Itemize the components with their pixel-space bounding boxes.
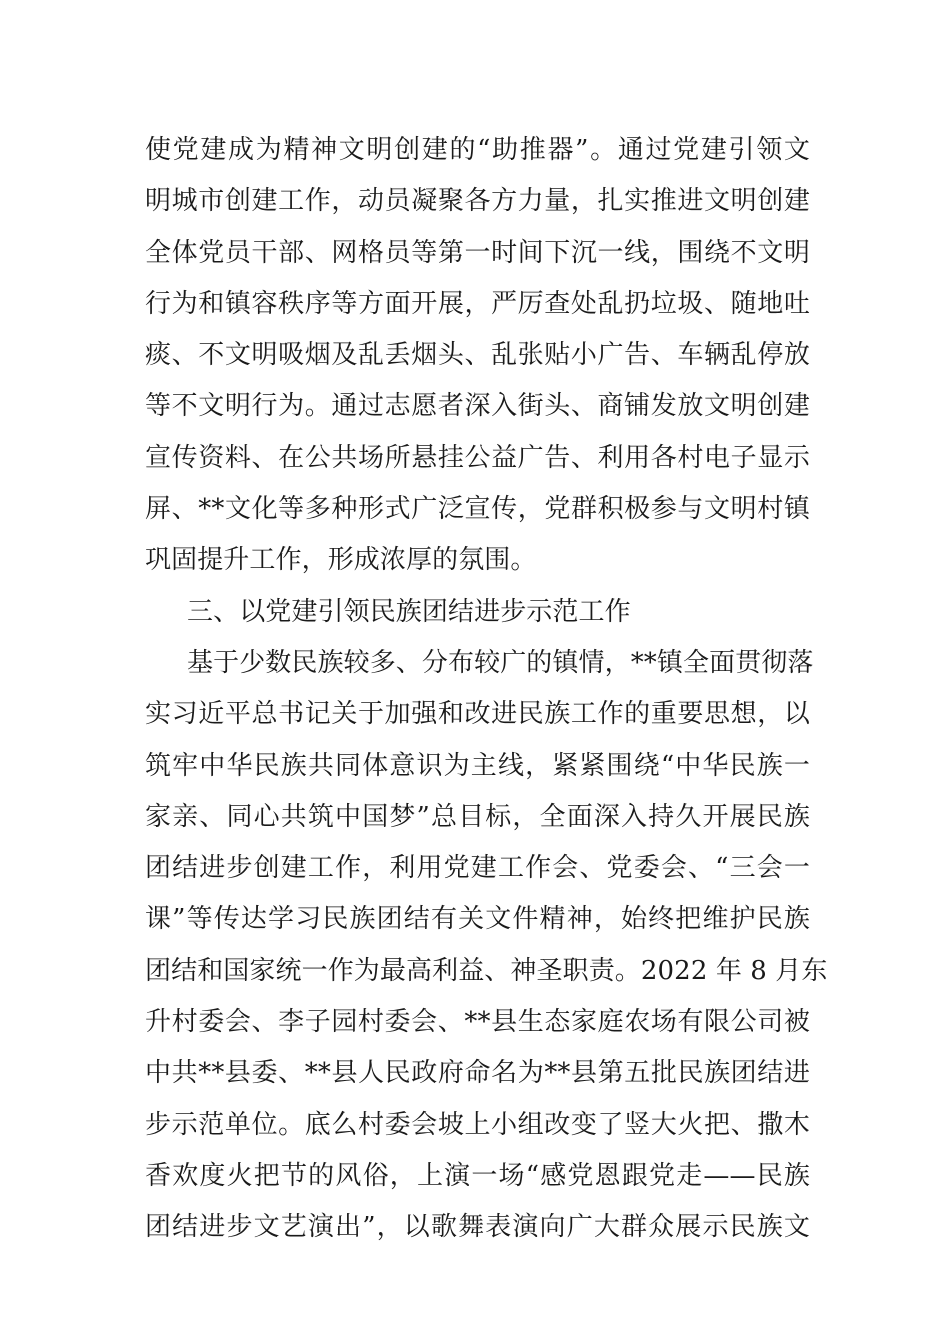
text-line: 巩固提升工作，形成浓厚的氛围。 bbox=[145, 545, 537, 576]
document-body bbox=[145, 125, 828, 1254]
text-line: 全体党员干部、网格员等第一时间下沉一线，围绕不文明 bbox=[145, 237, 810, 268]
text-line: 课”等传达学习民族团结有关文件精神，始终把维护民族 bbox=[145, 904, 810, 935]
text-line: 使党建成为精神文明创建的“助推器”。通过党建引领文 bbox=[145, 135, 810, 165]
text-line: 筑牢中华民族共同体意识为主线，紧紧围绕“中华民族一 bbox=[145, 750, 810, 781]
text-line: 行为和镇容秩序等方面开展，严厉查处乱扔垃圾、随地吐 bbox=[145, 288, 810, 319]
text-line: 实习近平总书记关于加强和改进民族工作的重要思想，以 bbox=[145, 699, 810, 730]
text-line: 团结进步文艺演出”，以歌舞表演向广大群众展示民族文 bbox=[145, 1212, 810, 1243]
text-line: 升村委会、李子园村委会、**县生态家庭农场有限公司被 bbox=[145, 1007, 810, 1038]
text-line: 步示范单位。底么村委会坡上小组改变了竖大火把、撒木 bbox=[145, 1109, 810, 1140]
text-line: 香欢度火把节的风俗，上演一场“感党恩跟党走——民族 bbox=[145, 1160, 810, 1191]
text-line: 等不文明行为。通过志愿者深入街头、商铺发放文明创建 bbox=[145, 391, 810, 422]
text-line: 宣传资料、在公共场所悬挂公益广告、利用各村电子显示 bbox=[145, 442, 810, 473]
text-line: 基于少数民族较多、分布较广的镇情，**镇全面贯彻落 bbox=[187, 647, 814, 678]
text-line: 屏、**文化等多种形式广泛宣传，党群积极参与文明村镇 bbox=[145, 494, 810, 525]
text-line: 团结进步创建工作，利用党建工作会、党委会、“三会一 bbox=[145, 853, 810, 884]
section-heading: 三、以党建引领民族团结进步示范工作 bbox=[187, 596, 631, 627]
text-line: 痰、不文明吸烟及乱丢烟头、乱张贴小广告、车辆乱停放 bbox=[145, 340, 810, 371]
text-line: 中共**县委、**县人民政府命名为**县第五批民族团结进 bbox=[145, 1058, 810, 1089]
text-line: 明城市创建工作，动员凝聚各方力量，扎实推进文明创建 bbox=[145, 186, 810, 217]
text-line: 家亲、同心共筑中国梦”总目标，全面深入持久开展民族 bbox=[145, 801, 810, 832]
text-line: 团结和国家统一作为最高利益、神圣职责。2022 年 8 月东 bbox=[145, 955, 828, 986]
